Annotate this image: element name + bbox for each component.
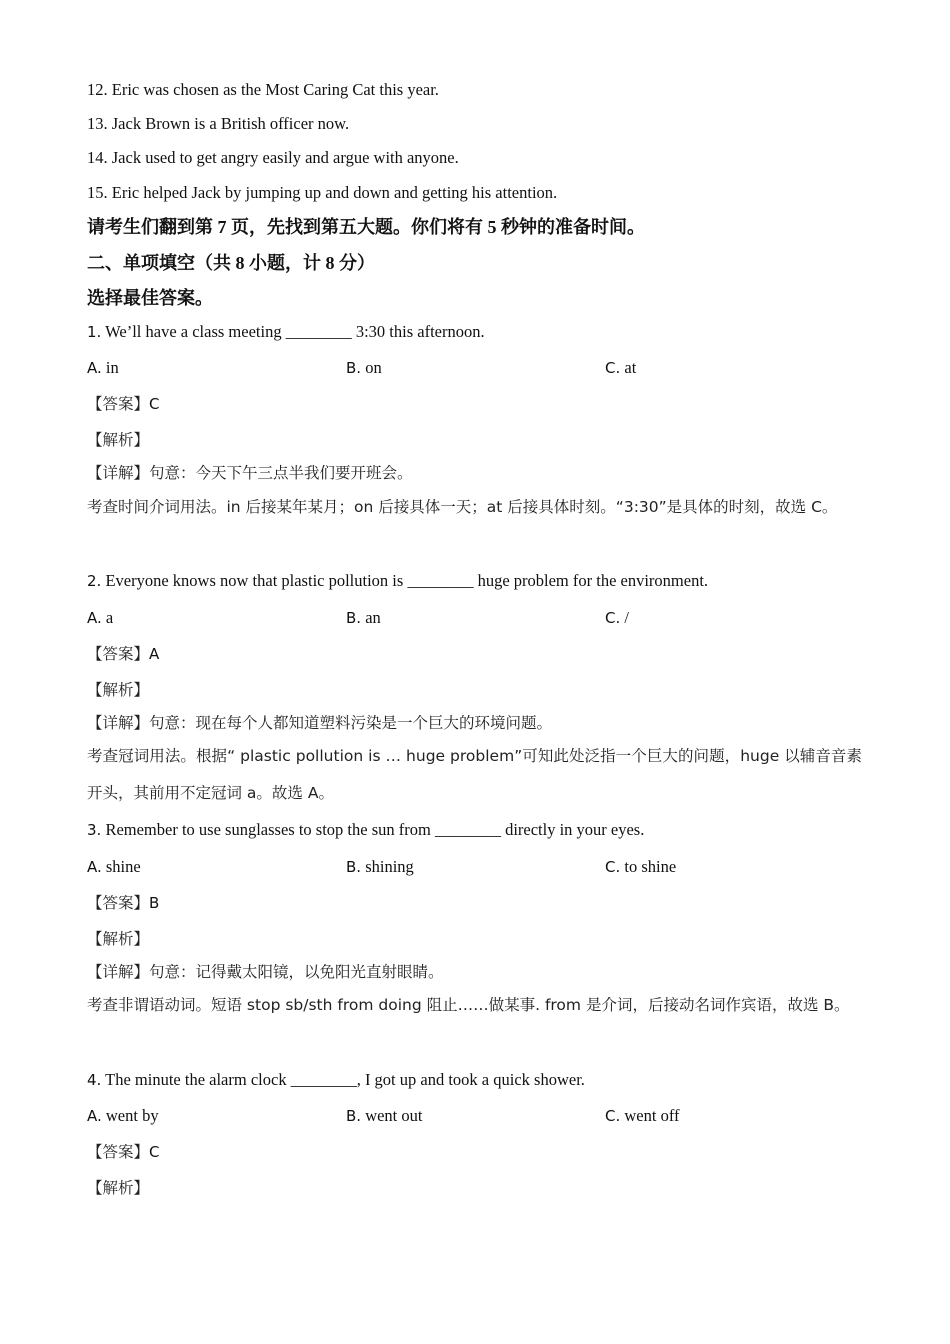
question-3-detail: 【详解】句意：记得戴太阳镜，以免阳光直射眼睛。 (87, 963, 444, 981)
question-4-analysis-label: 【解析】 (87, 1179, 150, 1197)
statement-12: 12. Eric was chosen as the Most Caring Cat this year. (87, 80, 439, 99)
question-2-option-a[interactable]: A. a (87, 608, 114, 627)
question-1-option-c[interactable]: C. at (605, 358, 637, 377)
answer-value: C (149, 1143, 160, 1161)
answer-value: B (149, 894, 160, 912)
question-4-option-c[interactable]: C. went off (605, 1106, 680, 1125)
question-1-stem (87, 321, 485, 343)
question-3-option-a[interactable]: A. shine (87, 857, 141, 876)
question-3-stem (87, 819, 644, 841)
question-2-option-b[interactable]: B. an (346, 608, 381, 627)
answer-label: 【答案】 (87, 395, 150, 413)
question-text: Everyone knows now that plastic pollution is ________ huge problem for the environment. (101, 571, 709, 590)
question-3-explanation: 考查非谓语动词。短语 stop sb/sth from doing 阻止……做某事. from 是介词，后接动名词作宾语，故选 B。 (87, 996, 850, 1014)
question-2-answer (87, 643, 159, 665)
question-3-option-b[interactable]: B. shining (346, 857, 414, 876)
question-2-stem (87, 570, 708, 592)
answer-value: C (149, 395, 160, 413)
question-4-option-b[interactable]: B. went out (346, 1106, 423, 1125)
answer-label: 【答案】 (87, 645, 150, 663)
question-text: Remember to use sunglasses to stop the sun from ________ directly in your eyes. (101, 820, 645, 839)
question-1-option-b[interactable]: B. on (346, 358, 382, 377)
page-instruction: 请考生们翻到第 7 页，先找到第五大题。你们将有 5 秒钟的准备时间。 (87, 217, 645, 237)
question-1-analysis-label: 【解析】 (87, 431, 150, 449)
question-number: 1. (87, 323, 102, 341)
question-1-explanation: 考查时间介词用法。in 后接某年某月；on 后接具体一天；at 后接具体时刻。“3:30”是具体的时刻，故选 C。 (87, 498, 838, 516)
statement-14: 14. Jack used to get angry easily and argue with anyone. (87, 148, 459, 167)
section-instruction: 选择最佳答案。 (87, 288, 213, 308)
question-1-detail: 【详解】句意：今天下午三点半我们要开班会。 (87, 464, 413, 482)
question-text: We’ll have a class meeting ________ 3:30 this afternoon. (101, 322, 485, 341)
question-number: 4. (87, 1071, 102, 1089)
question-2-analysis-label: 【解析】 (87, 681, 150, 699)
question-4-answer (87, 1141, 160, 1163)
question-3-option-c[interactable]: C. to shine (605, 857, 677, 876)
question-2-detail: 【详解】句意：现在每个人都知道塑料污染是一个巨大的环境问题。 (87, 714, 553, 732)
question-3-answer (87, 892, 159, 914)
answer-value: A (149, 645, 160, 663)
question-3-analysis-label: 【解析】 (87, 930, 150, 948)
question-4-option-a[interactable]: A. went by (87, 1106, 159, 1125)
question-1-answer (87, 393, 160, 415)
statement-15: 15. Eric helped Jack by jumping up and down and getting his attention. (87, 183, 558, 202)
question-text: The minute the alarm clock ________, I got up and took a quick shower. (101, 1070, 585, 1089)
question-1-option-a[interactable]: A. in (87, 358, 119, 377)
question-number: 2. (87, 572, 102, 590)
question-2-option-c[interactable]: C. / (605, 608, 629, 627)
question-number: 3. (87, 821, 102, 839)
statement-13: 13. Jack Brown is a British officer now. (87, 114, 350, 133)
section-heading: 二、单项填空（共 8 小题，计 8 分） (87, 253, 375, 273)
answer-label: 【答案】 (87, 894, 150, 912)
question-2-explanation: 考查冠词用法。根据“ plastic pollution is … huge problem”可知此处泛指一个巨大的问题，huge 以辅音音素开头，其前用不定冠词 a。故选 A。 (87, 747, 862, 802)
question-4-stem (87, 1069, 585, 1091)
answer-label: 【答案】 (87, 1143, 150, 1161)
